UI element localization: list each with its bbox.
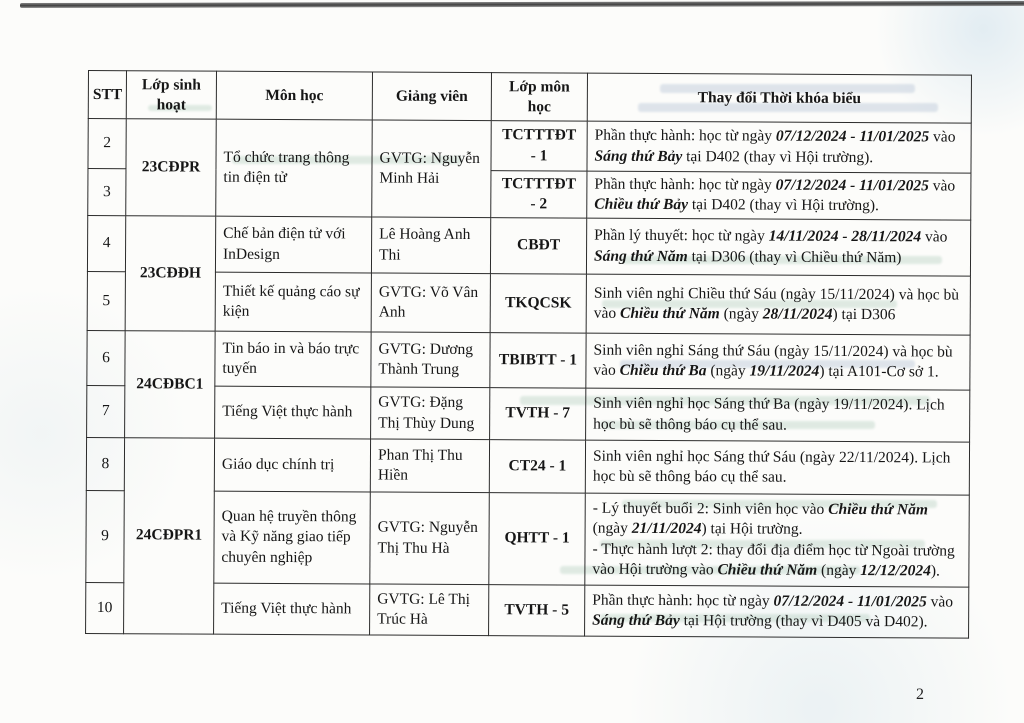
lecturer-cell: GVTG: Nguyễn Minh Hải xyxy=(372,120,492,218)
change-text: vào xyxy=(921,228,948,246)
change-text: tại Hội trường (thay vì D405 và D402). xyxy=(679,612,928,631)
change-text: (ngày xyxy=(817,561,861,580)
stt-cell: 6 xyxy=(87,330,125,385)
subject-cell: Tổ chức trang thông tin điện tử xyxy=(216,119,373,217)
class-group-cell: 24CĐBC1 xyxy=(125,331,216,438)
change-text: Phần thực hành: học từ ngày xyxy=(592,591,774,610)
change-text-emphasis: Sáng thứ Bảy xyxy=(594,147,683,165)
course-class-cell: TCTTTĐT - 2 xyxy=(491,171,587,219)
table-row xyxy=(86,490,969,587)
table-header-row xyxy=(88,71,971,124)
table-row xyxy=(86,582,969,638)
scanner-edge-shadow xyxy=(20,1,1024,8)
change-text: vào xyxy=(929,128,956,146)
subject-cell: Thiết kế quảng cáo sự kiện xyxy=(215,272,371,332)
change-text: (ngày xyxy=(719,305,763,323)
change-text-emphasis: 07/12/2024 - 11/01/2025 xyxy=(773,592,927,610)
lecturer-cell: Phan Thị Thu Hiền xyxy=(370,439,489,493)
change-text-emphasis: Chiều thứ Ba xyxy=(619,361,707,380)
subject-cell: Tin báo in và báo trực tuyến xyxy=(215,331,371,387)
change-text-emphasis: 19/11/2024 xyxy=(749,362,820,380)
change-text: tại D306 (thay vì Chiều thứ Năm) xyxy=(687,247,902,266)
schedule-change-cell xyxy=(586,274,970,335)
course-class-cell: TCTTTĐT - 1 xyxy=(491,121,587,172)
stt-cell: 5 xyxy=(87,271,125,330)
change-text: Phần thực hành: học từ ngày xyxy=(594,175,776,194)
course-class-cell: TVTH - 7 xyxy=(490,388,586,441)
table-row xyxy=(87,330,970,390)
change-text-emphasis: 28/11/2024 xyxy=(762,305,833,323)
table-row xyxy=(87,216,970,277)
change-text: tại D402 (thay vì Hội trường). xyxy=(682,147,874,166)
change-text-emphasis: Chiều thứ Bảy xyxy=(594,195,689,214)
stt-cell: 10 xyxy=(86,582,124,633)
course-class-cell: CT24 - 1 xyxy=(489,440,585,494)
course-class-cell: TVTH - 5 xyxy=(489,585,585,637)
schedule-change-cell xyxy=(585,585,969,638)
table-row xyxy=(86,437,969,495)
change-text: (ngày xyxy=(706,362,750,380)
change-text-emphasis: Sáng thứ Năm xyxy=(593,247,688,265)
stt-cell: 8 xyxy=(86,437,124,490)
lecturer-cell: Lê Hoàng Anh Thi xyxy=(371,217,490,274)
change-text: ) tại D306 xyxy=(832,305,896,324)
subject-cell: Giáo dục chính trị xyxy=(214,438,370,492)
subject-cell: Quan hệ truyền thông và Kỹ năng giao tiếp chuyên nghiệp xyxy=(214,491,370,584)
change-text-emphasis: 07/12/2024 - 11/01/2025 xyxy=(775,127,930,146)
course-class-cell: TBIBTT - 1 xyxy=(490,333,586,389)
class-group-cell: 24CĐPR1 xyxy=(124,438,215,634)
schedule-change-table xyxy=(85,70,972,639)
schedule-change-cell xyxy=(586,333,970,390)
subject-cell: Tiếng Việt thực hành xyxy=(214,583,370,635)
change-text-emphasis: 12/12/2024 xyxy=(860,562,931,580)
header-stt: STT xyxy=(88,71,126,119)
course-class-cell: TKQCSK xyxy=(490,274,586,334)
change-text: tại D402 (thay vì Hội trường). xyxy=(687,196,880,215)
change-text-emphasis: Chiều thứ Năm xyxy=(619,304,720,323)
change-text: vào xyxy=(928,176,956,195)
lecturer-cell: GVTG: Lê Thị Trúc Hà xyxy=(370,584,489,636)
change-text-emphasis: Chiều thứ Năm xyxy=(717,561,818,579)
change-text-emphasis: Sáng thứ Bảy xyxy=(592,611,680,630)
table-row xyxy=(87,385,970,442)
stt-cell: 3 xyxy=(88,169,126,216)
change-text-emphasis: 21/11/2024 xyxy=(631,519,702,538)
schedule-change-cell xyxy=(586,388,970,442)
header-class-group: Lớp sinh hoạt xyxy=(126,71,216,119)
change-text-emphasis: 07/12/2024 - 11/01/2025 xyxy=(775,176,929,194)
header-lecturer: Giảng viên xyxy=(372,72,491,121)
change-text-emphasis: Chiều thứ Năm xyxy=(828,500,928,518)
schedule-change-cell xyxy=(587,171,971,220)
lecturer-cell: GVTG: Nguyễn Thị Thu Hà xyxy=(370,492,489,585)
change-text: - Thực hành lượt 2: thay đổi địa điểm học từ Ngoài trường vào Hội trường vào xyxy=(592,540,955,579)
schedule-change-cell xyxy=(586,218,970,276)
page-number: 2 xyxy=(916,686,924,703)
course-class-cell: CBĐT xyxy=(490,218,586,275)
header-subject: Môn học xyxy=(216,71,372,120)
subject-cell: Tiếng Việt thực hành xyxy=(215,386,371,439)
change-text: ) tại Hội trường. xyxy=(701,520,803,538)
schedule-change-table-wrap xyxy=(85,70,971,639)
class-group-cell: 23CĐPR xyxy=(126,119,217,216)
lecturer-cell: GVTG: Dương Thành Trung xyxy=(371,332,490,388)
change-text-emphasis: 14/11/2024 - 28/11/2024 xyxy=(768,227,922,246)
change-text: ) tại A101-Cơ sở 1. xyxy=(819,362,939,381)
schedule-change-cell xyxy=(585,493,969,587)
stt-cell: 9 xyxy=(86,490,124,582)
lecturer-cell: GVTG: Võ Vân Anh xyxy=(371,273,490,333)
change-text: Phần thực hành: học từ ngày xyxy=(594,126,776,145)
change-text: ). xyxy=(930,562,940,580)
subject-cell: Chế bản điện tử với InDesign xyxy=(215,216,371,273)
header-schedule-change: Thay đổi Thời khóa biểu xyxy=(587,73,971,123)
change-text: Sinh viên nghỉ Chiều thứ Sáu (ngày 15/11/2024) và học bù vào xyxy=(593,284,960,322)
class-group-cell: 23CĐĐH xyxy=(125,216,216,331)
change-text: Sinh viên nghỉ học Sáng thứ Ba (ngày 19/11/2024). Lịch học bù sẽ thông báo cụ thể sau. xyxy=(593,394,945,434)
stt-cell: 7 xyxy=(87,385,125,437)
change-text: (ngày xyxy=(592,519,632,537)
header-course-class: Lớp môn học xyxy=(491,73,587,122)
schedule-change-cell xyxy=(587,121,971,173)
lecturer-cell: GVTG: Đặng Thị Thùy Dung xyxy=(371,387,490,440)
change-text: Phần lý thuyết: học từ ngày xyxy=(594,226,769,245)
change-text: Sinh viên nghỉ Sáng thứ Sáu (ngày 15/11/2024) và học bù vào xyxy=(593,341,953,379)
course-class-cell: QHTT - 1 xyxy=(489,493,585,586)
table-row xyxy=(87,271,970,335)
stt-cell: 4 xyxy=(87,216,125,272)
change-text: vào xyxy=(926,592,954,611)
table-row xyxy=(88,119,971,174)
schedule-change-cell xyxy=(585,440,969,495)
change-text: - Lý thuyết buổi 2: Sinh viên học vào xyxy=(592,499,829,518)
stt-cell: 2 xyxy=(88,119,126,169)
change-text: Sinh viên nghỉ học Sáng thứ Sáu (ngày 22/11/2024). Lịch học bù sẽ thông báo cụ thể sau. xyxy=(592,447,951,486)
